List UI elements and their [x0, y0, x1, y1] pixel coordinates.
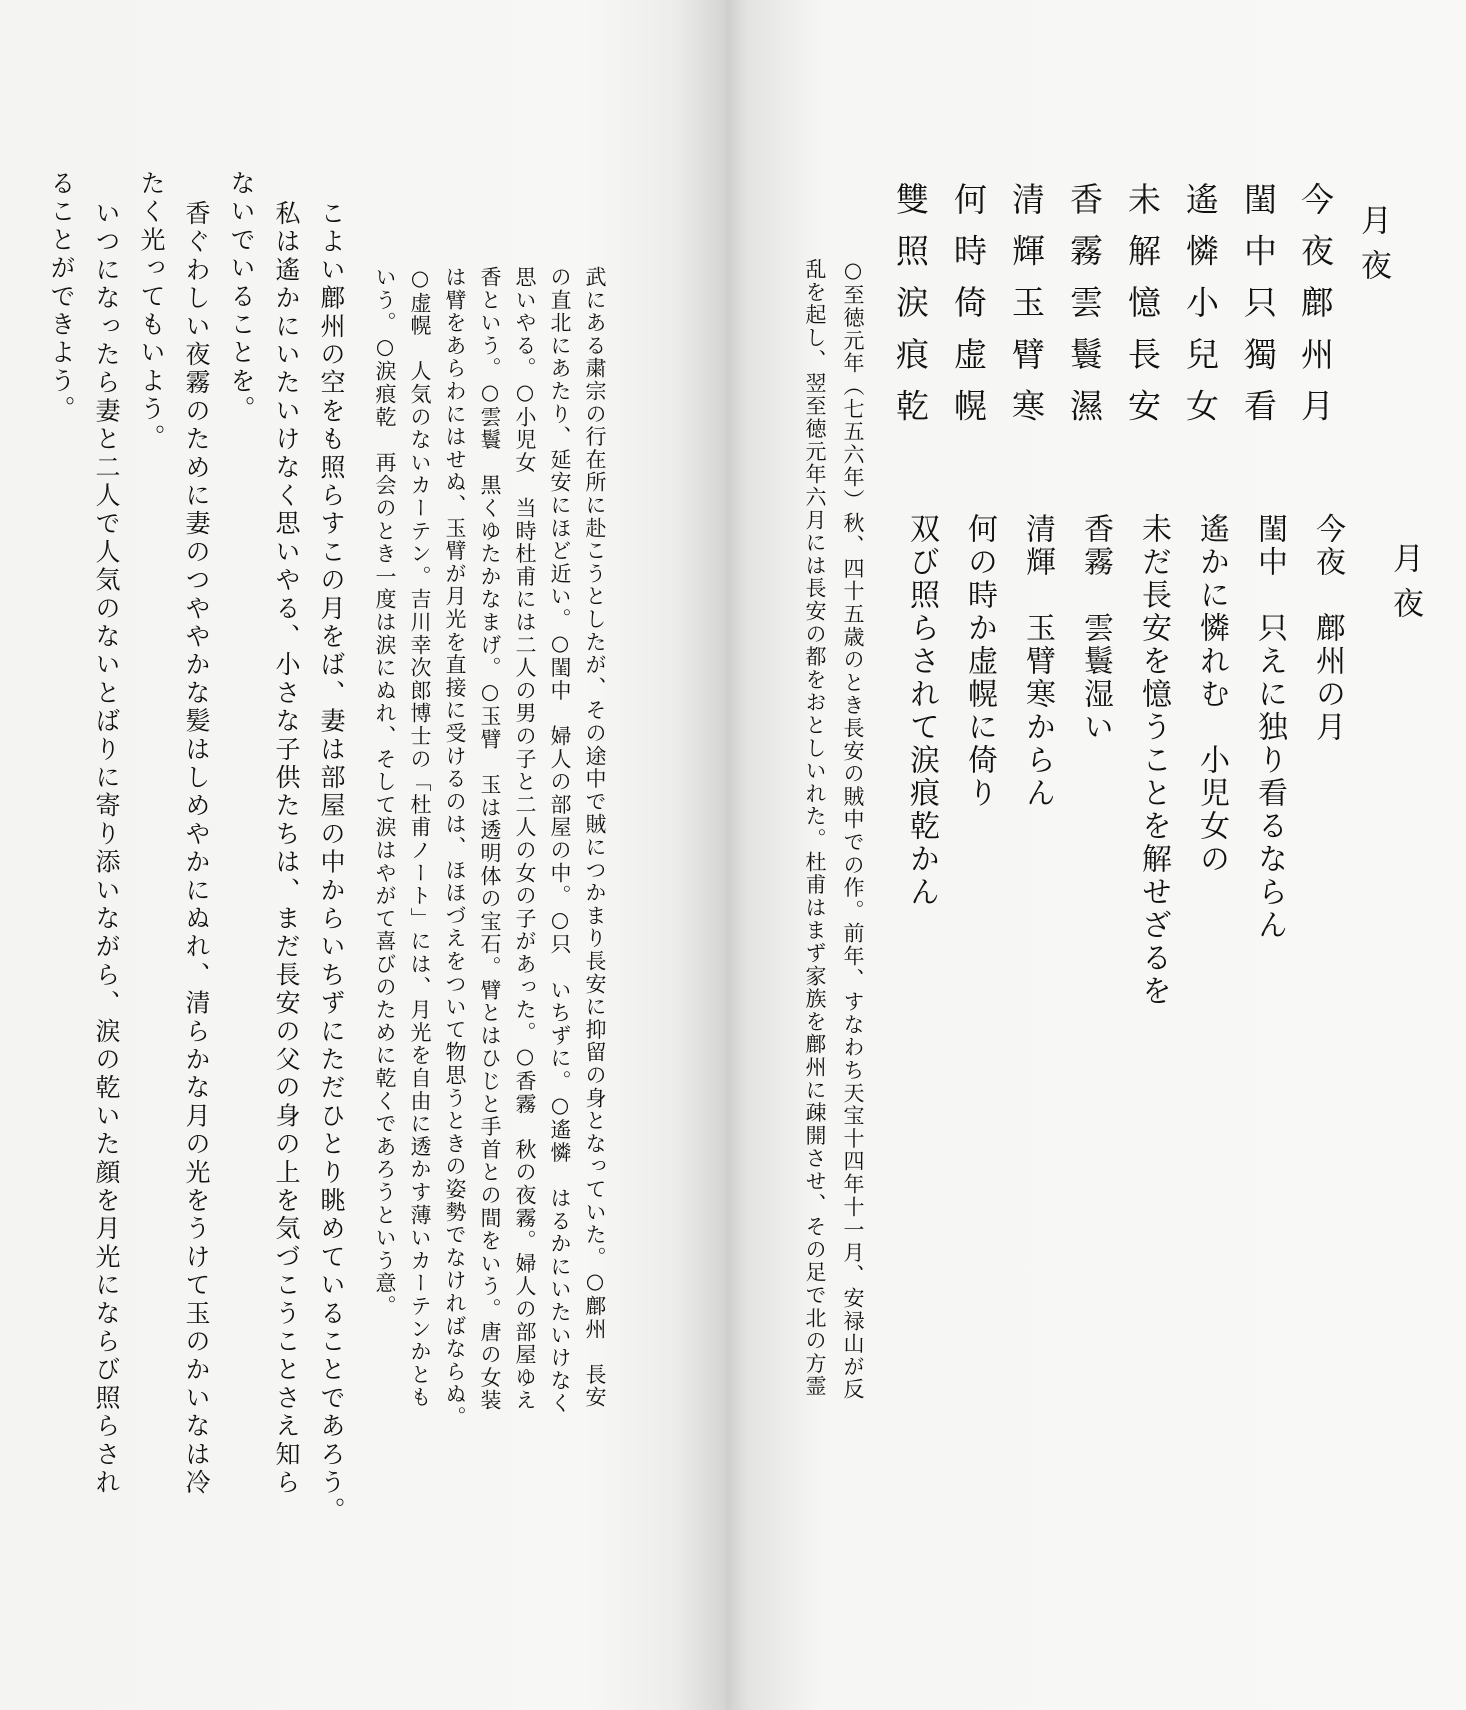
note-line-7: は臂をあらわにはせぬ、玉臂が月光を直接に受けるのは、ほほづえをついて物思うときの姿勢でなければならぬ。 [443, 266, 467, 1429]
reading-line-1: 今夜 鄜州の月 [1310, 513, 1345, 744]
note-line-3: 武にある粛宗の行在所に赴こうとしたが、その途中で賊につかまり長安に抑留の身となっていた。○鄜州 長安 [583, 266, 607, 1409]
translation-line-5: たく光ってもいよう。 [137, 170, 166, 452]
translation-line-6: いつになったら妻と二人で人気のないとばりに寄り添いながら、涙の乾いた顔を月光にならび照らされ [92, 200, 121, 1498]
kanshi-line-8: 雙照涙痕乾 [891, 182, 930, 440]
note-line-6: 香という。○雲鬟 黒くゆたかなまげ。○玉臂 玉は透明体の宝石。臂とはひじと手首との間をいう。唐の女装 [478, 266, 502, 1412]
translation-line-4: 香ぐわしい夜霧のために妻のつややかな髪はしめやかにぬれ、清らかな月の光をうけて玉のかいなは冷 [182, 200, 211, 1498]
reading-line-2: 閨中 只えに独り看るならん [1252, 513, 1287, 942]
kanshi-line-7: 何時倚虚幌 [949, 182, 988, 440]
kanshi-line-4: 未解憶長安 [1123, 182, 1162, 440]
translation-line-3: ないでいることを。 [227, 170, 256, 424]
translation-line-2: 私は遙かにいたいけなく思いやる、小さな子供たちは、まだ長安の父の身の上を気づこうことさえ知ら [272, 200, 301, 1498]
note-line-5: 思いやる。○小児女 当時杜甫には二人の男の子と二人の女の子があった。○香霧 秋の夜霧。婦人の部屋ゆえ [513, 266, 537, 1412]
note-line-4: の直北にあたり、延安にほど近い。○閨中 婦人の部屋の中。○只 いちずに。○遙憐 はるかにいたいけなく [548, 266, 572, 1415]
reading-line-6: 清輝 玉臂寒からん [1020, 513, 1055, 810]
reading-line-8: 双び照らされて涙痕乾かん [904, 513, 939, 909]
kanshi-line-3: 遙憐小兒女 [1181, 182, 1220, 440]
kanshi-line-6: 清輝玉臂寒 [1007, 182, 1046, 440]
kanshi-line-1: 今夜鄜州月 [1296, 182, 1335, 440]
right-page [733, 0, 1466, 1710]
kanshi-line-2: 閨中只獨看 [1239, 182, 1278, 440]
note-line-9: いう。○涙痕乾 再会のとき一度は涙にぬれ、そして涙はやがて喜びのために乾くであろうという意。 [373, 266, 397, 1318]
reading-line-3: 遙かに憐れむ 小児女の [1194, 513, 1229, 876]
note-line-1: ○至徳元年（七五六年）秋、四十五歳のとき長安の賊中での作。前年、すなわち天宝十四年十一月、安禄山が反 [841, 258, 865, 1401]
kanshi-line-5: 香霧雲鬟濕 [1065, 182, 1104, 440]
note-line-8: ○虚幌 人気のないカーテン。吉川幸次郎博士の「杜甫ノート」には、月光を自由に透かす薄いカーテンかとも [408, 266, 432, 1409]
reading-line-4: 未だ長安を憶うことを解せざるを [1136, 513, 1171, 1008]
kanshi-title: 月夜 [1355, 204, 1391, 294]
translation-line-7: ることができよう。 [47, 170, 76, 424]
reading-title: 月夜 [1387, 542, 1423, 632]
note-line-2: 乱を起し、翌至徳元年六月には長安の都をおとしいれた。杜甫はまず家族を鄜州に疎開させ、その足で北の方霊 [803, 258, 827, 1398]
translation-line-1: こよい鄜州の空をも照らすこの月をば、妻は部屋の中からいちずにただひとり眺めていることであろう。 [317, 200, 346, 1526]
reading-line-7: 何の時か虚幌に倚り [962, 513, 997, 810]
reading-line-5: 香霧 雲鬟湿い [1078, 513, 1113, 744]
